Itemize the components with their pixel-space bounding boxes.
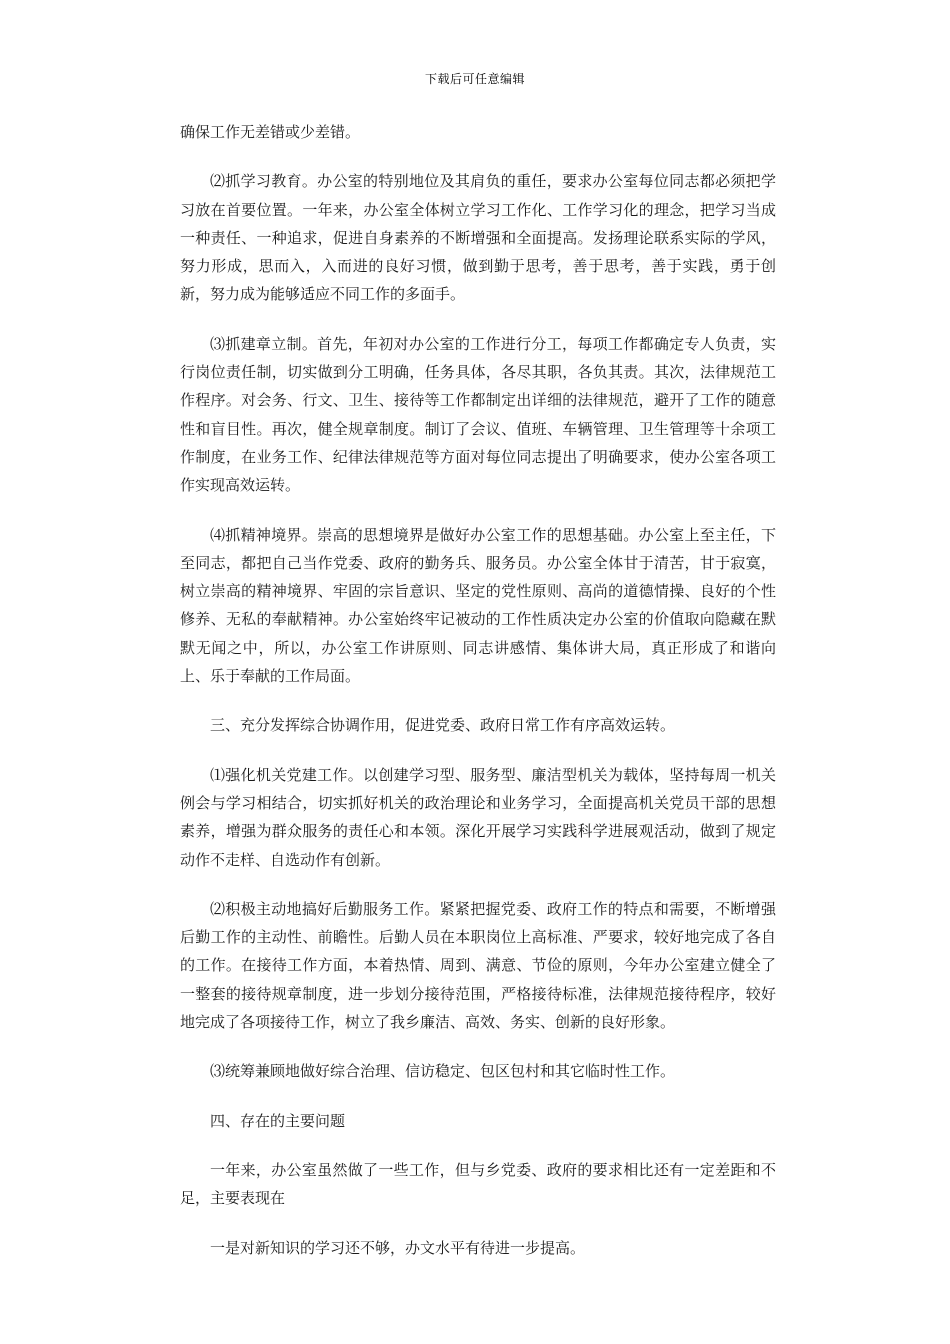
section-heading-four: 四、存在的主要问题: [210, 1111, 346, 1130]
section-heading-three: 三、充分发挥综合协调作用，促进党委、政府日常工作有序高效运转。: [210, 716, 676, 735]
page-header: 下载后可任意编辑: [424, 72, 525, 86]
document-body: [180, 118, 776, 1283]
paragraph-party-building: ⑴强化机关党建工作。以创建学习型、服务型、廉洁型机关为载体，坚持每周一机关例会与学习相结合，切实抓好机关的政治理论和业务学习，全面提高机关党员干部的思想素养，增强为群众服务的责任心和本领。深化开展学习实践科学进展观活动，做到了规定动作不走样、自选动作有创新。: [180, 765, 776, 869]
paragraph-rules-system: ⑶抓建章立制。首先，年初对办公室的工作进行分工，每项工作都确定专人负责，实行岗位责任制，切实做到分工明确，任务具体，各尽其职，各负其责。其次，法律规范工作程序。对会务、行文、卫生、接待等工作都制定出详细的法律规范，避开了工作的随意性和盲目性。再次，健全规章制度。制订了会议、值班、车辆管理、卫生管理等十余项工作制度，在业务工作、纪律法律规范等方面对每位同志提出了明确要求，使办公室各项工作实现高效运转。: [180, 334, 776, 495]
paragraph-comprehensive: ⑶统筹兼顾地做好综合治理、信访稳定、包区包村和其它临时性工作。: [210, 1062, 676, 1081]
paragraph-study-education: ⑵抓学习教育。办公室的特别地位及其肩负的重任，要求办公室每位同志都必须把学习放在首要位置。一年来，办公室全体树立学习工作化、工作学习化的理念，把学习当成一种责任、一种追求，促进自身素养的不断增强和全面提高。发扬理论联系实际的学风，努力形成，思而入，入而进的良好习惯，做到勤于思考，善于思考，善于实践，勇于创新，努力成为能够适应不同工作的多面手。: [180, 172, 776, 304]
paragraph-spirit: ⑷抓精神境界。崇高的思想境界是做好办公室工作的思想基础。办公室上至主任，下至同志，都把自己当作党委、政府的勤务兵、服务员。办公室全体甘于清苦，甘于寂寞，树立崇高的精神境界、牢固的宗旨意识、坚定的党性原则、高尚的道德情操、良好的个性修养、无私的奉献精神。办公室始终牢记被动的工作性质决定办公室的价值取向隐藏在默默无闻之中，所以，办公室工作讲原则、同志讲感情、集体讲大局，真正形成了和谐向上、乐于奉献的工作局面。: [180, 525, 776, 686]
paragraph-problem-one: 一是对新知识的学习还不够，办文水平有待进一步提高。: [210, 1238, 586, 1257]
paragraph-logistics: ⑵积极主动地搞好后勤服务工作。紧紧把握党委、政府工作的特点和需要，不断增强后勤工作的主动性、前瞻性。后勤人员在本职岗位上高标准、严要求，较好地完成了各自的工作。在接待工作方面，本着热情、周到、满意、节俭的原则，今年办公室建立健全了一整套的接待规章制度，进一步划分接待范围，严格接待标准，法律规范接待程序，较好地完成了各项接待工作，树立了我乡廉洁、高效、务实、创新的良好形象。: [180, 899, 776, 1032]
paragraph-problems-intro: 一年来，办公室虽然做了一些工作，但与乡党委、政府的要求相比还有一定差距和不足，主要表现在: [180, 1160, 776, 1208]
paragraph-continuation: 确保工作无差错或少差错。: [180, 123, 361, 141]
